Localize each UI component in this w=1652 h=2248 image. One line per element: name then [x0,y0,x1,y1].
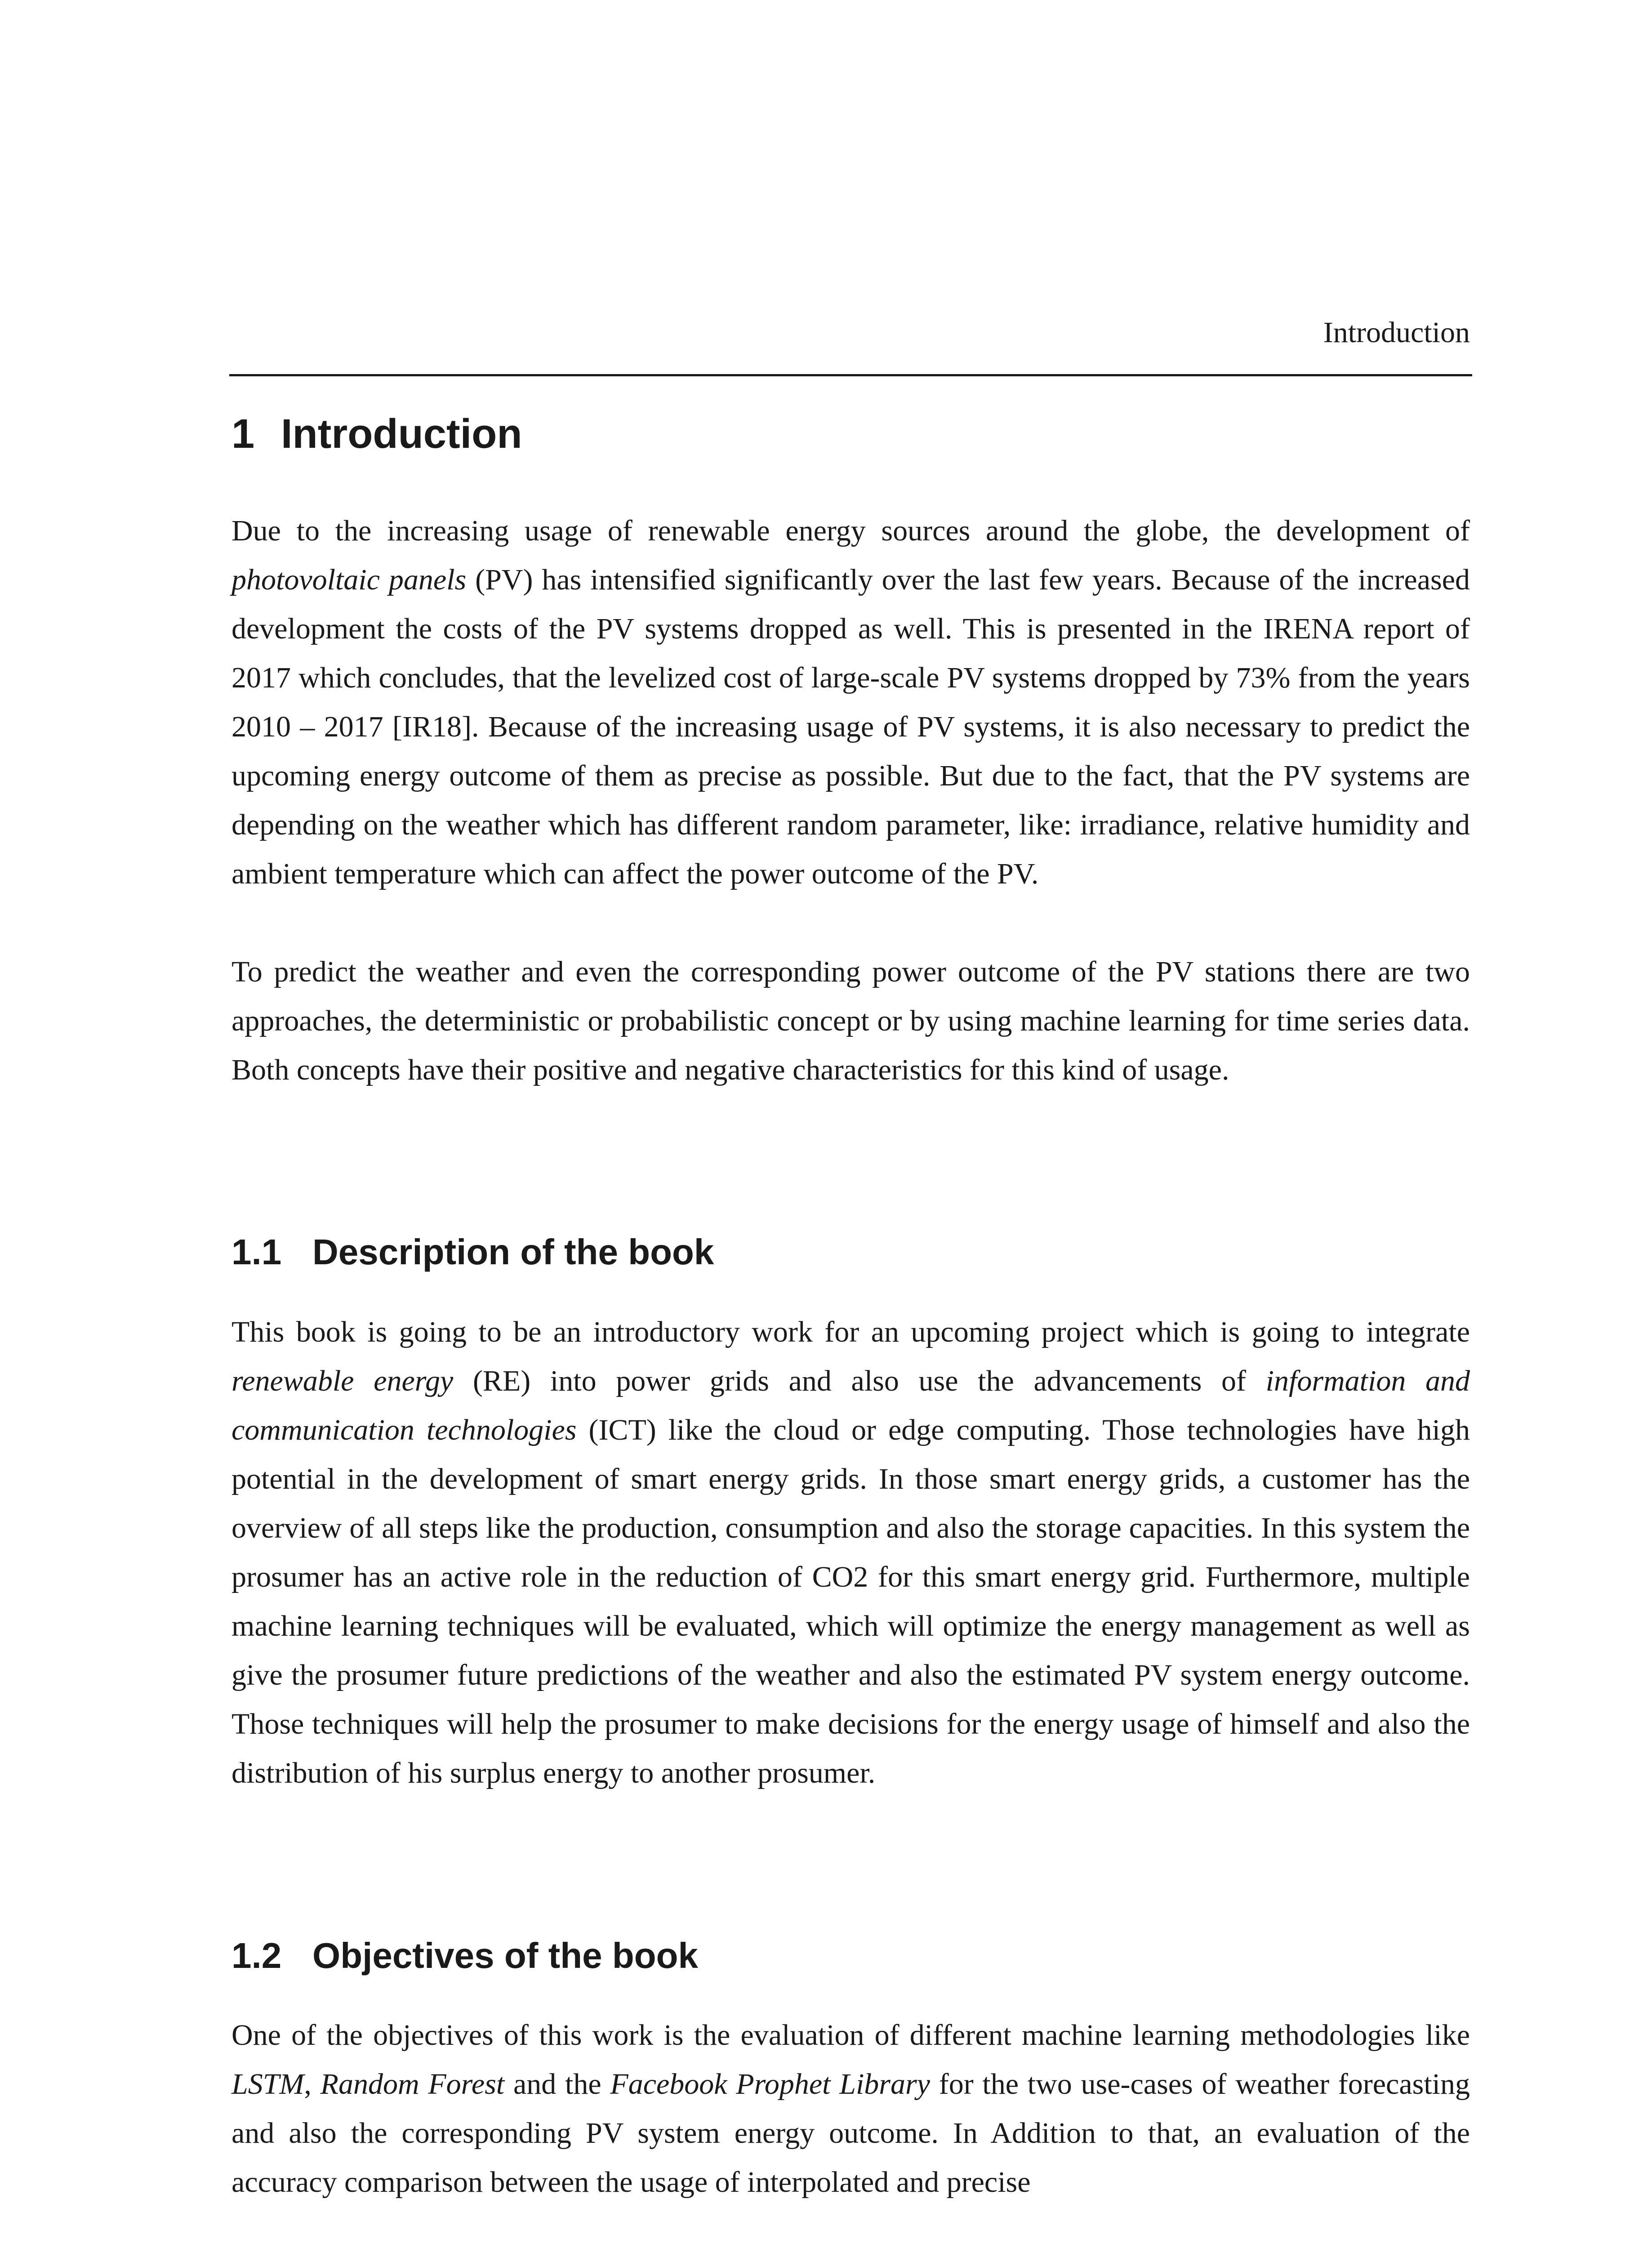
text-run: (ICT) like the cloud or edge computing. Those technologies have high potential in the development of smart energy grids. In those smart energy grids, a customer has the overview of all steps like the production, consumption and also the storage capacities. In this system the prosumer has an active role in the reduction of CO2 for this smart energy grid. Furthermore, multiple machine learning techniques will be evaluated, which will optimize the energy management as well as give the prosumer future predictions of the weather and also the estimated PV system energy outcome. Those techniques will help the prosumer to make decisions for the energy usage of himself and also the distribution of his surplus energy to another prosumer. [232,1414,1470,1789]
section-title: Description of the book [312,1232,714,1272]
term-facebook-prophet: Facebook Prophet Library [610,2068,930,2101]
text-run: and the [504,2068,610,2101]
term-photovoltaic-panels: photovoltaic panels [232,563,467,596]
text-run: (RE) into power grids and also use the advancements of [453,1365,1266,1397]
term-renewable-energy: renewable energy [232,1365,454,1397]
paragraph-description [232,1307,1470,1798]
section-title: Objectives of the book [312,1936,698,1976]
chapter-number: 1 [232,411,255,457]
chapter-title: Introduction [281,411,522,457]
text-run: To predict the weather and even the corresponding power outcome of the PV stations there are two approaches, the deterministic or probabilistic concept or by using machine learning for time series data. Both concepts have their positive and negative characteristics for this kind of usage. [232,955,1470,1086]
header-rule [229,374,1472,376]
text-run: One of the objectives of this work is the evaluation of different machine learning methodologies like [232,2019,1470,2052]
term-random-forest: Random Forest [320,2068,505,2101]
section-number: 1.1 [232,1232,282,1272]
chapter-heading [232,409,522,459]
text-run: Due to the increasing usage of renewable energy sources around the globe, the development of [232,514,1470,547]
section-number: 1.2 [232,1936,282,1976]
paragraph-intro-2 [232,947,1470,1094]
section-heading-1-2 [232,1933,698,1978]
text-run: (PV) has intensified significantly over the last few years. Because of the increased development the costs of the PV systems dropped as well. This is presented in the IRENA report of 2017 which concludes, that the levelized cost of large-scale PV systems dropped by 73% from the years 2010 – 2017 [IR18]. Because of the increasing usage of PV systems, it is also necessary to predict the upcoming energy outcome of them as precise as possible. But due to the fact, that the PV systems are depending on the weather which has different random parameter, like: irradiance, relative humidity and ambient temperature which can affect the power outcome of the PV. [232,563,1470,890]
term-ict: information and communication technologies [232,1365,1470,1446]
text-run: This book is going to be an introductory work for an upcoming project which is going to integrate [232,1316,1470,1348]
paragraph-intro-1 [232,506,1470,898]
running-header: Introduction [1323,316,1470,349]
section-heading-1-1 [232,1230,714,1275]
text-run: for the two use-cases of weather forecasting and also the corresponding PV system energy outcome. In Addition to that, an evaluation of the accuracy comparison between the usage of interpolated and precise [232,2068,1470,2199]
text-run: , [304,2068,321,2101]
paragraph-objectives [232,2011,1470,2207]
term-lstm: LSTM [232,2068,304,2101]
